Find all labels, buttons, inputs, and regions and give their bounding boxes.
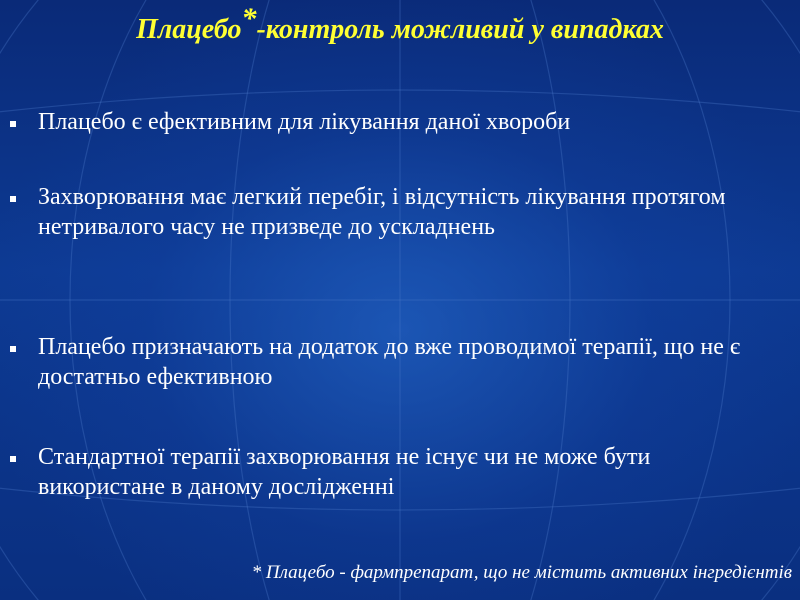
square-bullet-icon [10, 456, 16, 462]
bullet-text: Захворювання має легкий перебіг, і відсутність лікування протягом нетривалого часу не призведе до ускладнень [38, 184, 726, 240]
square-bullet-icon [10, 196, 16, 202]
square-bullet-icon [10, 346, 16, 352]
bullet-text: Плацебо є ефективним для лікування даної хвороби [38, 109, 571, 135]
square-bullet-icon [10, 121, 16, 127]
title-rest: -контроль можливий у випадках [256, 14, 664, 45]
footnote: * Плацебо - фармпрепарат, що не містить активних інгредієнтів [251, 562, 792, 583]
slide-title [0, 2, 800, 46]
bullet-text: Плацебо призначають на додаток до вже проводимої терапії, що не є достатньо ефективною [38, 334, 741, 390]
title-asterisk: * [241, 2, 257, 35]
title-main: Плацебо [136, 14, 242, 45]
bullet-text: Стандартної терапії захворювання не існує чи не може бути використане в даному дослідженні [38, 444, 651, 500]
